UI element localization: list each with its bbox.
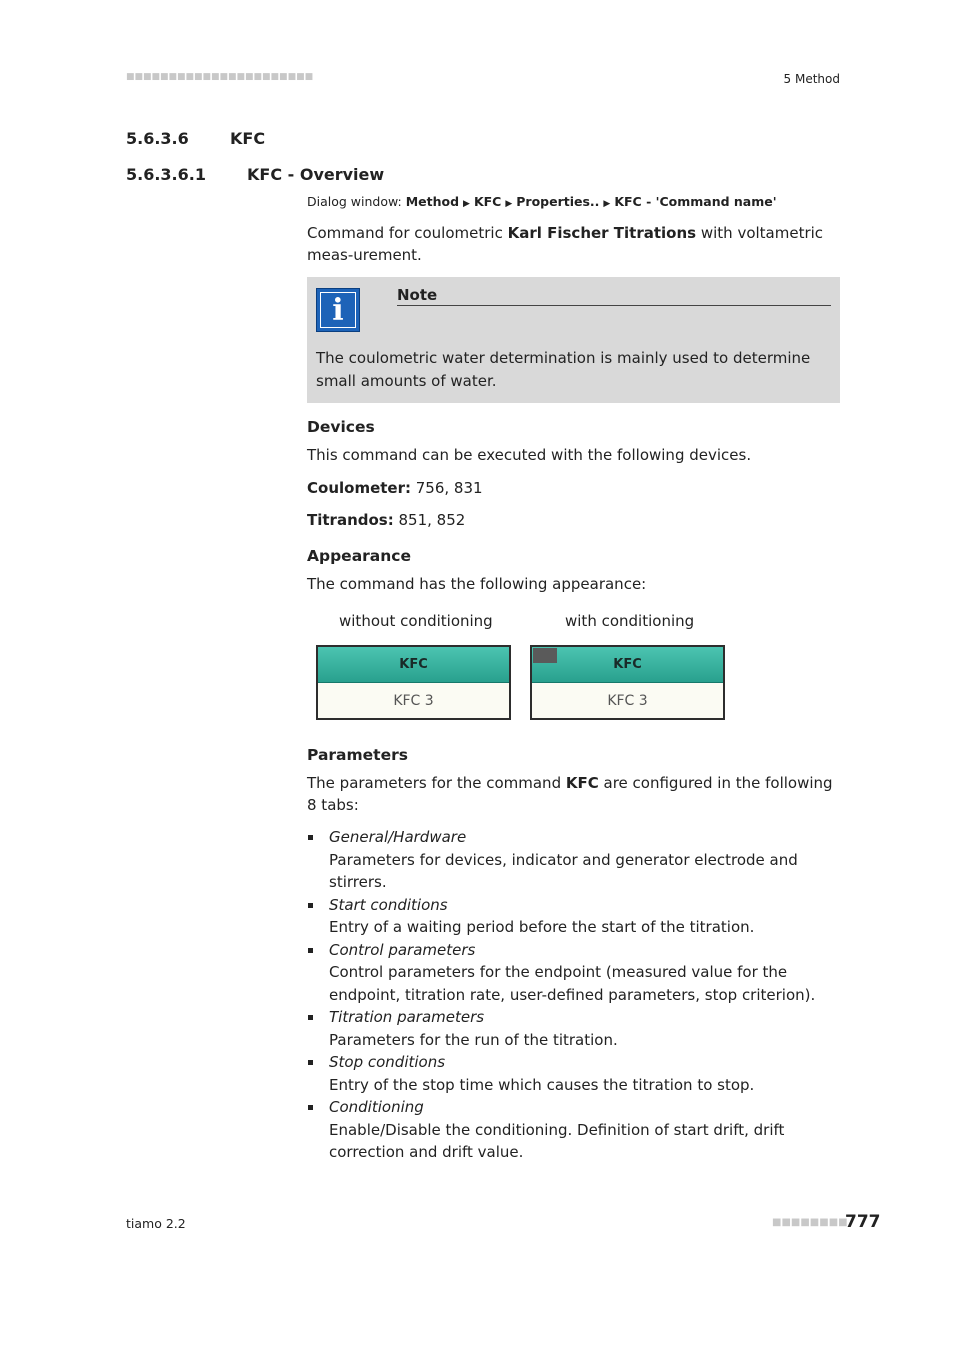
bullet-icon [308, 948, 313, 953]
block-name: KFC 3 [607, 693, 648, 709]
tab-description: Enable/Disable the conditioning. Definition of start drift, drift correction and drift value. [329, 1120, 785, 1161]
product-name: tiamo 2.2 [126, 1216, 186, 1231]
path-separator-icon: ▶ [463, 199, 470, 209]
kfc-block-without-conditioning [316, 645, 511, 720]
kfc-block-with-conditioning [530, 645, 725, 720]
bullet-icon [308, 835, 313, 840]
section-title: KFC [230, 129, 266, 148]
block-name: KFC 3 [393, 693, 434, 709]
tab-name: Conditioning [329, 1098, 424, 1116]
dialog-path [307, 194, 840, 209]
note-box [307, 277, 840, 403]
list-item [307, 826, 840, 894]
tab-name: General/Hardware [329, 828, 467, 846]
titrandos-line [307, 509, 840, 531]
tab-description: Parameters for devices, indicator and generator electrode and stirrers. [329, 850, 798, 891]
list-item [307, 1006, 840, 1051]
bullet-icon [308, 1015, 313, 1020]
caption-with-conditioning: with conditioning [565, 612, 695, 630]
devices-text: This command can be executed with the following devices. [307, 446, 752, 464]
dialog-path-item: KFC [473, 194, 502, 209]
tabs-list [307, 826, 840, 1164]
bullet-icon [308, 903, 313, 908]
coulometer-label: Coulometer: [307, 479, 411, 497]
bullet-icon [308, 1105, 313, 1110]
tab-description: Entry of the stop time which causes the titration to stop. [329, 1075, 755, 1094]
titrandos-value: 851, 852 [393, 511, 466, 529]
section-number: 5.6.3.6 [126, 129, 189, 148]
devices-heading: Devices [307, 418, 375, 436]
path-separator-icon: ▶ [603, 199, 611, 209]
parameters-intro-text-end: are configured in the following 8 tabs: [307, 774, 833, 814]
parameters-heading: Parameters [307, 746, 408, 764]
parameters-intro [307, 772, 840, 816]
header-decoration: ■■■■■■■■■■■■■■■■■■■■■■ [126, 72, 314, 82]
parameters-intro-bold: KFC [565, 774, 599, 792]
footer-decoration: ■■■■■■■■ [772, 1217, 848, 1228]
appearance-heading: Appearance [307, 547, 411, 565]
coulometer-value: 756, 831 [410, 479, 483, 497]
tab-name: Titration parameters [329, 1008, 485, 1026]
list-item [307, 894, 840, 939]
subsection-title: KFC - Overview [247, 165, 385, 184]
subsection-number: 5.6.3.6.1 [126, 165, 206, 184]
note-text: The coulometric water determination is mainly used to determine small amounts of water. [316, 349, 811, 390]
coulometer-line [307, 477, 840, 499]
tab-description: Parameters for the run of the titration. [329, 1030, 618, 1049]
block-title: KFC [532, 647, 723, 683]
tab-description: Control parameters for the endpoint (measured value for the endpoint, titration rate, user-defined parameters, stop criterion). [329, 963, 816, 1004]
intro-paragraph [307, 222, 840, 266]
dialog-label: Dialog window: [307, 194, 402, 209]
bullet-icon [308, 1060, 313, 1065]
caption-without-conditioning: without conditioning [339, 612, 493, 630]
path-separator-icon: ▶ [505, 199, 513, 209]
appearance-text: The command has the following appearance: [307, 575, 647, 593]
subsection-heading [126, 165, 384, 184]
block-title: KFC [318, 647, 509, 683]
titrandos-label: Titrandos: [307, 511, 394, 529]
list-item [307, 1096, 840, 1164]
chapter-title: 5 Method [783, 72, 840, 86]
conditioning-flag-icon [533, 648, 557, 663]
tab-name: Control parameters [329, 940, 476, 959]
tab-name: Start conditions [329, 895, 448, 914]
page-number: 777 [845, 1212, 881, 1232]
intro-bold: Karl Fischer Titrations [507, 224, 697, 242]
dialog-path-item: KFC - 'Command name' [614, 194, 777, 209]
info-icon: i [316, 288, 360, 332]
note-title: Note [397, 286, 831, 306]
intro-text: Command for coulometric [307, 224, 508, 242]
tab-description: Entry of a waiting period before the start of the titration. [329, 918, 755, 936]
intro-text-end: with voltametric meas-urement. [307, 224, 824, 264]
dialog-path-item: Method [405, 194, 460, 209]
tab-name: Stop conditions [329, 1053, 446, 1071]
list-item [307, 939, 840, 1007]
list-item [307, 1051, 840, 1096]
parameters-intro-text: The parameters for the command [307, 774, 566, 792]
dialog-path-item: Properties.. [516, 194, 600, 209]
section-heading [126, 129, 265, 148]
